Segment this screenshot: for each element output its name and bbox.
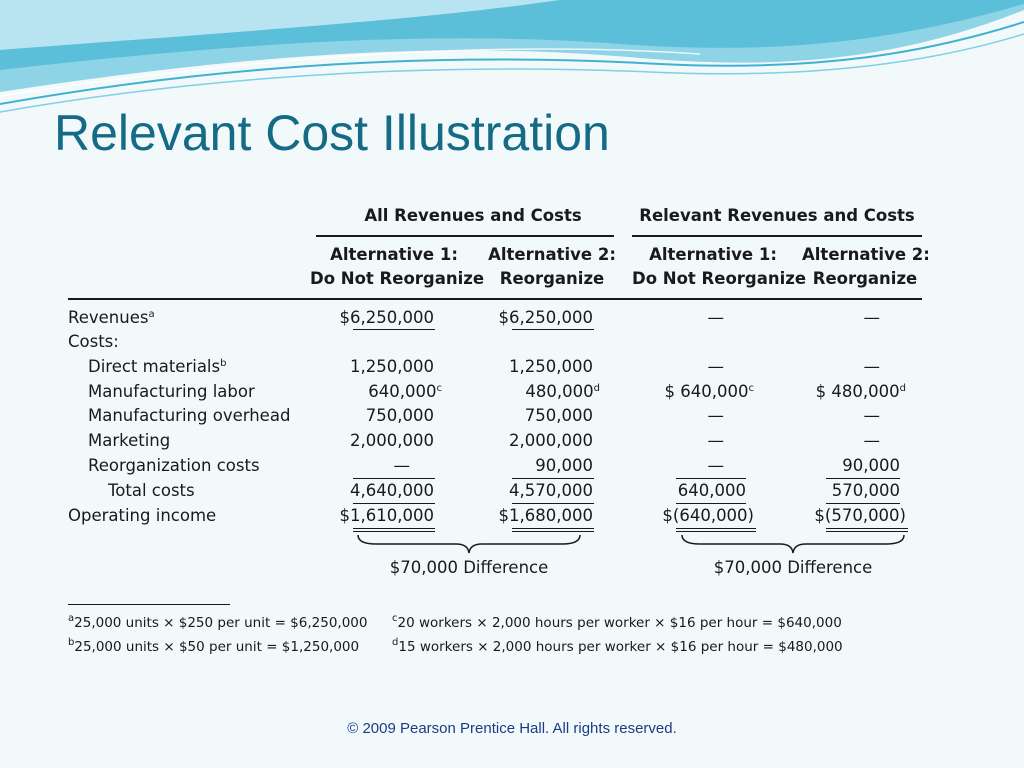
table-cell: — — [863, 308, 880, 327]
footnote-b: $^b$25,000 units × $50 per unit = $1,250,000 — [68, 637, 360, 655]
group-rule-all — [316, 235, 614, 237]
header-rule — [68, 298, 922, 300]
underline — [512, 478, 594, 479]
underline — [676, 503, 746, 504]
table-cell: 480,000$^d$ — [525, 382, 600, 401]
row-label-manufacturing-labor: Manufacturing labor — [88, 382, 255, 401]
underline — [512, 503, 594, 504]
slide-title: Relevant Cost Illustration — [54, 105, 610, 161]
double-underline — [512, 528, 594, 529]
table-cell: 2,000,000 — [350, 431, 434, 450]
underline — [826, 503, 900, 504]
table-cell: $ 480,000$^d$ — [815, 382, 906, 401]
col1-header-line2: Do Not Reorganize — [310, 269, 485, 288]
table-cell: 2,000,000 — [509, 431, 593, 450]
underline — [353, 503, 435, 504]
underline — [826, 478, 900, 479]
double-underline — [826, 531, 908, 532]
table-cell: $1,610,000 — [339, 506, 434, 525]
row-label-direct-materials: Direct materials$^b$ — [88, 357, 227, 376]
underline — [512, 329, 594, 330]
table-cell: 750,000 — [524, 406, 593, 425]
row-label-costs: Costs: — [68, 332, 119, 351]
double-underline — [676, 528, 756, 529]
table-cell: $6,250,000 — [498, 308, 593, 327]
double-underline — [353, 528, 435, 529]
col3-header-line1: Alternative 1: — [649, 245, 777, 264]
difference-label-relevant: $70,000 Difference — [713, 558, 873, 577]
underline — [676, 478, 746, 479]
underline — [353, 478, 435, 479]
double-underline — [826, 528, 908, 529]
table-cell: — — [863, 406, 880, 425]
table-cell: — — [707, 357, 724, 376]
copyright-notice: © 2009 Pearson Prentice Hall. All rights reserved. — [347, 720, 677, 737]
row-label-total-costs: Total costs — [108, 481, 195, 500]
table-cell: — — [707, 406, 724, 425]
table-cell: $ 640,000$^c$ — [664, 382, 754, 401]
row-label-reorganization-costs: Reorganization costs — [88, 456, 260, 475]
brace-left-icon — [356, 533, 582, 555]
table-cell: 750,000 — [365, 406, 434, 425]
table-cell: 570,000 — [831, 481, 900, 500]
table-cell: 640,000$^c$ — [368, 382, 442, 401]
table-cell: $1,680,000 — [498, 506, 593, 525]
double-underline — [512, 531, 594, 532]
table-cell: 90,000 — [535, 456, 593, 475]
table-cell: $6,250,000 — [339, 308, 434, 327]
table-cell: — — [863, 431, 880, 450]
table-cell: 1,250,000 — [350, 357, 434, 376]
col3-header-line2: Do Not Reorganize — [632, 269, 807, 288]
underline — [353, 329, 435, 330]
col2-header-line1: Alternative 2: — [488, 245, 616, 264]
table-cell: — — [863, 357, 880, 376]
footnote-d: $^d$15 workers × 2,000 hours per worker × $16 per hour = $480,000 — [392, 637, 843, 655]
table-cell: 4,570,000 — [509, 481, 593, 500]
brace-right-icon — [680, 533, 906, 555]
footnote-c: $^c$20 workers × 2,000 hours per worker × $16 per hour = $640,000 — [392, 613, 842, 631]
footnote-a: $^a$25,000 units × $250 per unit = $6,250,000 — [68, 613, 368, 631]
group-rule-relevant — [632, 235, 922, 237]
col1-header-line1: Alternative 1: — [330, 245, 458, 264]
table-cell: — — [707, 431, 724, 450]
row-label-operating-income: Operating income — [68, 506, 217, 525]
row-label-manufacturing-overhead: Manufacturing overhead — [88, 406, 291, 425]
table-cell: $(570,000) — [814, 506, 906, 525]
col4-header-line2: Reorganize — [812, 269, 918, 288]
double-underline — [676, 531, 756, 532]
col2-header-line2: Reorganize — [499, 269, 605, 288]
difference-label-all: $70,000 Difference — [389, 558, 549, 577]
table-cell: — — [707, 308, 724, 327]
group-header-all: All Revenues and Costs — [364, 206, 582, 225]
table-cell: — — [393, 456, 410, 475]
footnote-rule — [68, 604, 230, 605]
table-cell: 1,250,000 — [509, 357, 593, 376]
table-cell: 640,000 — [677, 481, 746, 500]
table-cell: 90,000 — [842, 456, 900, 475]
row-label-marketing: Marketing — [88, 431, 171, 450]
table-cell: — — [707, 456, 724, 475]
group-header-relevant: Relevant Revenues and Costs — [639, 206, 915, 225]
col4-header-line1: Alternative 2: — [802, 245, 930, 264]
table-cell: 4,640,000 — [350, 481, 434, 500]
row-label-revenues: Revenues$^a$ — [68, 308, 155, 327]
table-cell: $(640,000) — [662, 506, 754, 525]
double-underline — [353, 531, 435, 532]
